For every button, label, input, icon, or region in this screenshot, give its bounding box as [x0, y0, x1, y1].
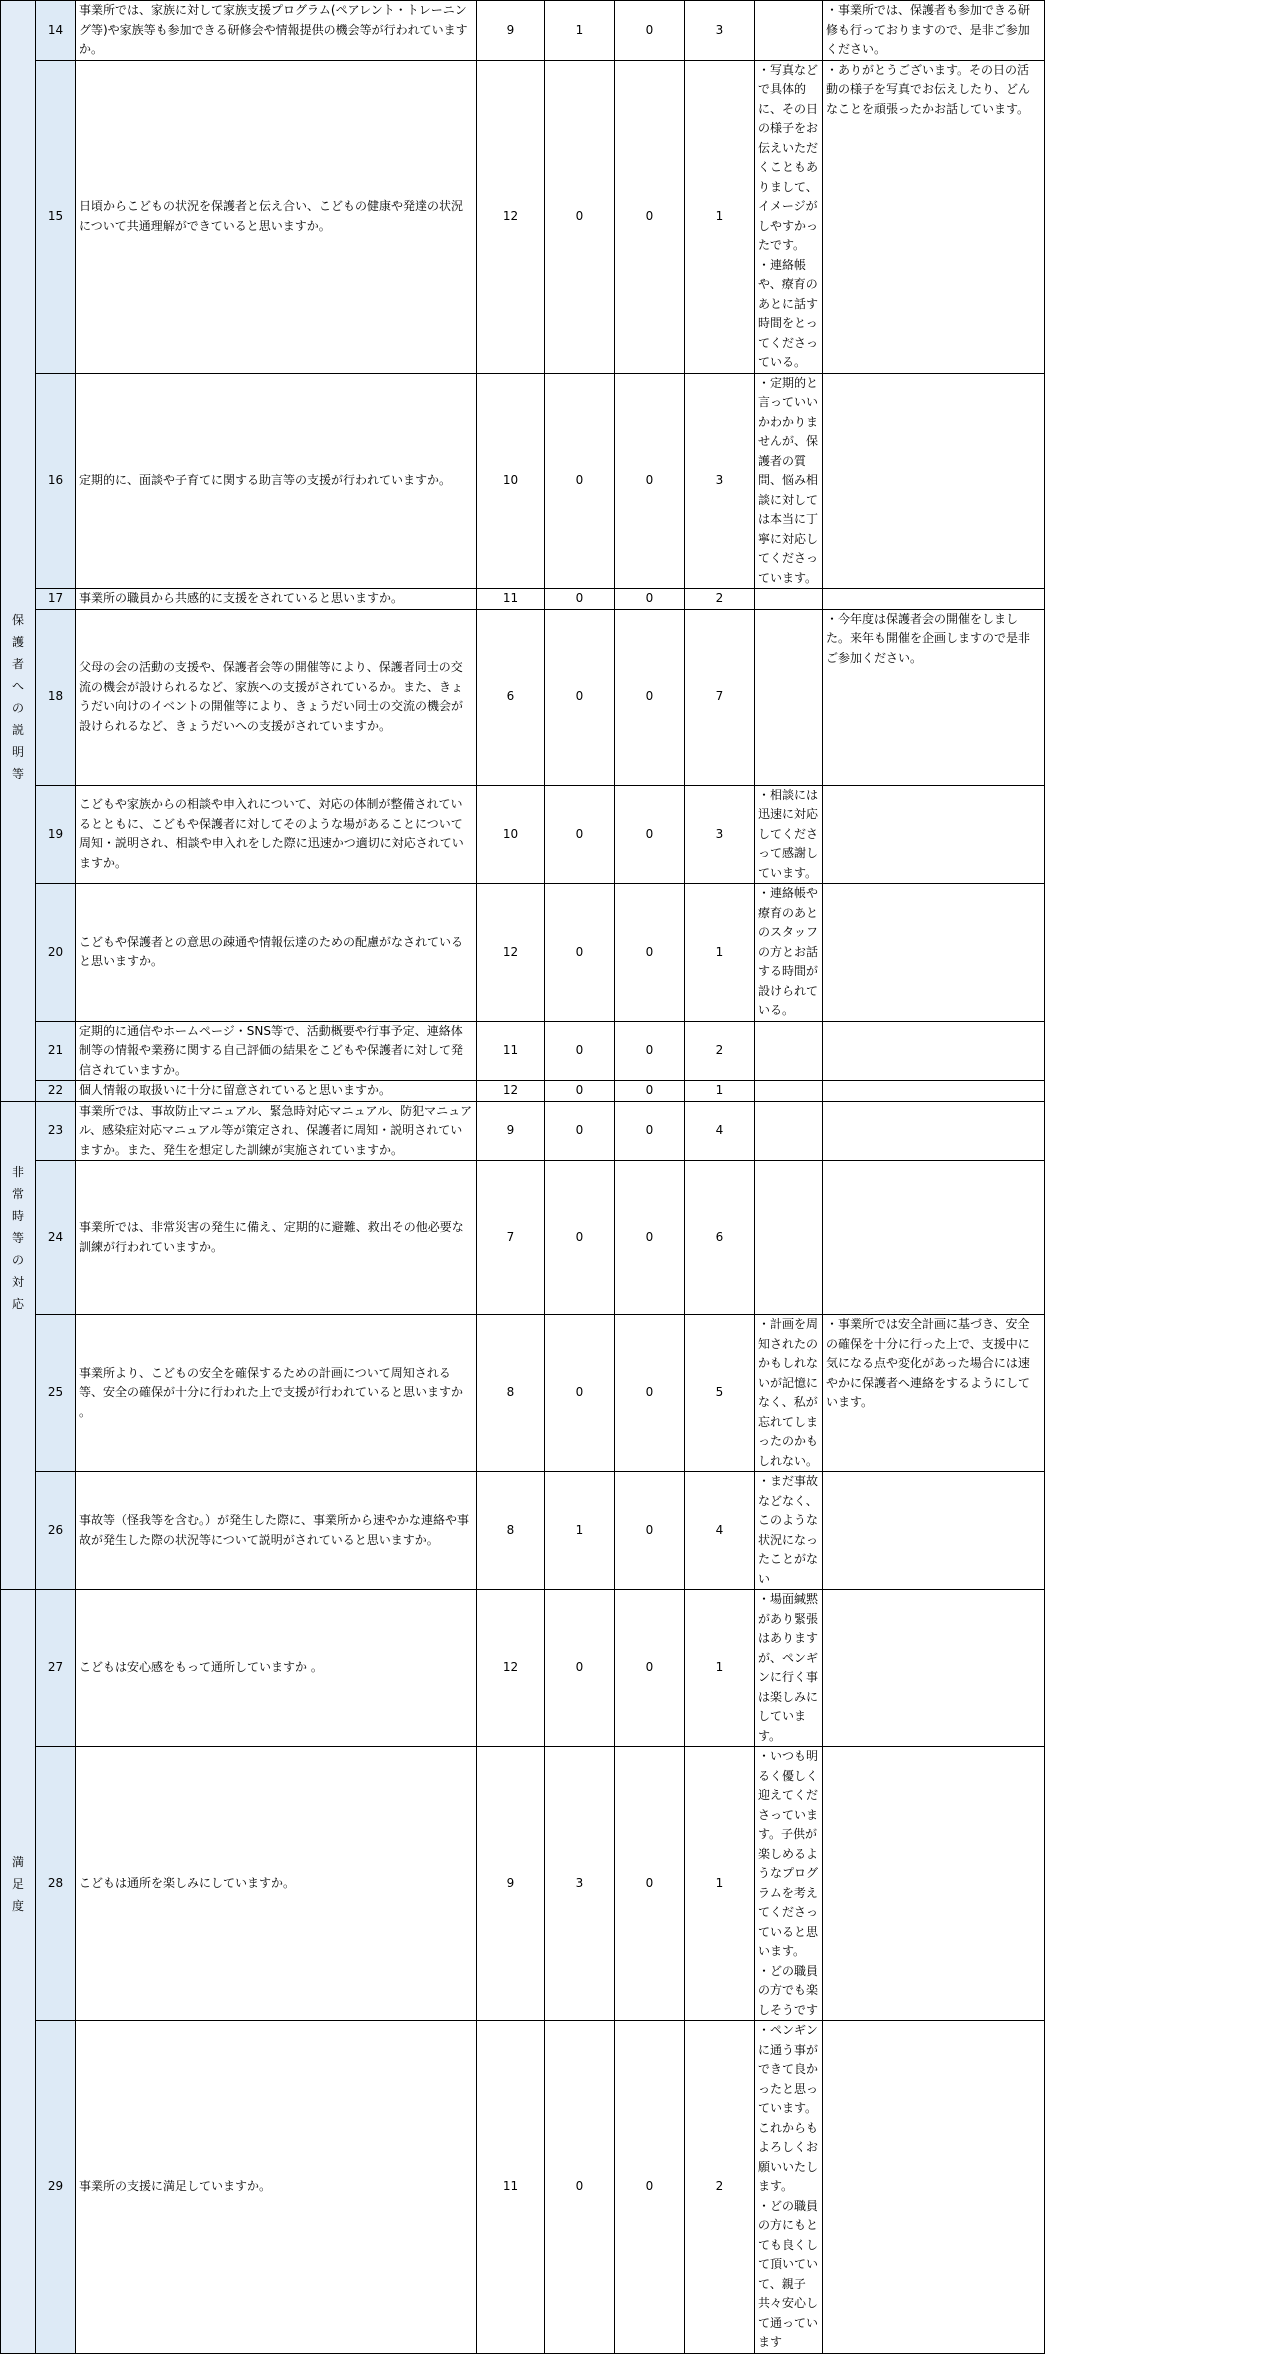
table-row	[1, 1590, 1271, 1747]
count-neutral: 0	[545, 373, 615, 589]
count-yes: 11	[477, 2021, 545, 2354]
count-no: 0	[615, 1315, 685, 1472]
count-unknown: 1	[685, 1747, 755, 2021]
count-unknown: 7	[685, 609, 755, 785]
parent-comment: ・写真などで具体的に、その日の様子をお伝えいただくこともありまして、イメージがしやすかったです。 ・連絡帳や、療育のあとに話す時間をとってくださっている。	[755, 60, 823, 373]
table-row	[1, 609, 1271, 785]
count-neutral: 0	[545, 1021, 615, 1081]
count-unknown: 4	[685, 1101, 755, 1161]
count-neutral: 0	[545, 884, 615, 1022]
parent-comment: ・定期的と言っていいかわかりませんが、保護者の質問、悩み相談に対しては本当に丁寧に対応してくださっています。	[755, 373, 823, 589]
parent-comment	[755, 609, 823, 785]
count-neutral: 0	[545, 2021, 615, 2354]
office-response	[823, 1747, 1045, 2021]
count-yes: 10	[477, 785, 545, 884]
count-no: 0	[615, 785, 685, 884]
count-neutral: 0	[545, 1161, 615, 1315]
count-unknown: 1	[685, 884, 755, 1022]
count-no: 0	[615, 373, 685, 589]
section-label-cell	[1, 609, 36, 785]
count-no: 0	[615, 1590, 685, 1747]
parent-comment: ・まだ事故などなく、このような状況になったことがない	[755, 1472, 823, 1590]
table-row	[1, 1315, 1271, 1472]
count-unknown: 3	[685, 1, 755, 61]
count-yes: 12	[477, 1590, 545, 1747]
office-response	[823, 1081, 1045, 1102]
count-neutral: 1	[545, 1, 615, 61]
item-number: 24	[36, 1161, 76, 1315]
section-label-cell	[1, 785, 36, 884]
count-yes: 12	[477, 60, 545, 373]
item-number: 21	[36, 1021, 76, 1081]
count-no: 0	[615, 1747, 685, 2021]
item-number: 22	[36, 1081, 76, 1102]
section-label-cell	[1, 1161, 36, 1315]
question-text: 日頃からこどもの状況を保護者と伝え合い、こどもの健康や発達の状況について共通理解ができていると思いますか。	[76, 60, 477, 373]
question-text: 事業所では、非常災害の発生に備え、定期的に避難、救出その他必要な訓練が行われていますか。	[76, 1161, 477, 1315]
section-label: 保 護 者 へ の 説 明 等	[11, 613, 24, 781]
section-label-cell	[1, 884, 36, 1022]
office-response: ・事業所では、保護者も参加できる研修も行っておりますので、是非ご参加ください。	[823, 1, 1045, 61]
parent-comment: ・相談には迅速に対応してくださって感謝しています。	[755, 785, 823, 884]
item-number: 25	[36, 1315, 76, 1472]
section-label-cell	[1, 1021, 36, 1081]
table-row	[1, 1747, 1271, 2021]
item-number: 19	[36, 785, 76, 884]
count-unknown: 5	[685, 1315, 755, 1472]
count-yes: 12	[477, 884, 545, 1022]
table-row	[1, 1101, 1271, 1161]
question-text: こどもは通所を楽しみにしていますか。	[76, 1747, 477, 2021]
section-label-cell	[1, 1081, 36, 1102]
count-no: 0	[615, 1, 685, 61]
count-no: 0	[615, 609, 685, 785]
item-number: 26	[36, 1472, 76, 1590]
table-row	[1, 373, 1271, 589]
section-label-cell	[1, 1747, 36, 2021]
section-label-cell	[1, 1472, 36, 1590]
parent-comment	[755, 589, 823, 610]
count-unknown: 6	[685, 1161, 755, 1315]
question-text: 事業所では、事故防止マニュアル、緊急時対応マニュアル、防犯マニュアル、感染症対応マニュアル等が策定され、保護者に周知・説明されていますか。また、発生を想定した訓練が実施されていますか。	[76, 1101, 477, 1161]
table-row	[1, 60, 1271, 373]
parent-comment: ・ペンギンに通う事ができて良かったと思っています。これからもよろしくお願いいたします。 ・どの職員の方にもとても良くして頂いていて、親子共々安心して通っています	[755, 2021, 823, 2354]
question-text: 定期的に通信やホームページ・SNS等で、活動概要や行事予定、連絡体制等の情報や業務に関する自己評価の結果をこどもや保護者に対して発信されていますか。	[76, 1021, 477, 1081]
office-response	[823, 373, 1045, 589]
count-no: 0	[615, 60, 685, 373]
count-unknown: 1	[685, 60, 755, 373]
parent-comment	[755, 1, 823, 61]
count-neutral: 0	[545, 1590, 615, 1747]
count-yes: 9	[477, 1747, 545, 2021]
count-unknown: 2	[685, 2021, 755, 2354]
question-text: 事業所の支援に満足していますか。	[76, 2021, 477, 2354]
section-label-cell	[1, 1315, 36, 1472]
count-yes: 8	[477, 1315, 545, 1472]
count-no: 0	[615, 1472, 685, 1590]
count-unknown: 3	[685, 785, 755, 884]
parent-comment: ・いつも明るく優しく迎えてくださっています。子供が楽しめるようなプログラムを考えてくださっていると思います。 ・どの職員の方でも楽しそうです	[755, 1747, 823, 2021]
count-neutral: 1	[545, 1472, 615, 1590]
question-text: 事故等（怪我等を含む。）が発生した際に、事業所から速やかな連絡や事故が発生した際の状況等について説明がされていると思いますか。	[76, 1472, 477, 1590]
office-response: ・ありがとうございます。その日の活動の様子を写真でお伝えしたり、どんなことを頑張ったかお話しています。	[823, 60, 1045, 373]
question-text: こどもや家族からの相談や申入れについて、対応の体制が整備されているとともに、こどもや保護者に対してそのような場があることについて周知・説明され、相談や申入れをした際に迅速かつ適切に対応されていますか。	[76, 785, 477, 884]
office-response	[823, 1021, 1045, 1081]
question-text: 事業所より、こどもの安全を確保するための計画について周知される等、安全の確保が十分に行われた上で支援が行われていると思いますか 。	[76, 1315, 477, 1472]
item-number: 18	[36, 609, 76, 785]
parent-comment: ・計画を周知されたのかもしれないが記憶になく、私が忘れてしまったのかもしれない。	[755, 1315, 823, 1472]
count-unknown: 4	[685, 1472, 755, 1590]
item-number: 27	[36, 1590, 76, 1747]
parent-comment	[755, 1081, 823, 1102]
count-yes: 11	[477, 1021, 545, 1081]
section-label-cell	[1, 373, 36, 589]
item-number: 28	[36, 1747, 76, 2021]
table-row	[1, 1472, 1271, 1590]
question-text: こどもや保護者との意思の疎通や情報伝達のための配慮がなされていると思いますか。	[76, 884, 477, 1022]
count-neutral: 0	[545, 1101, 615, 1161]
question-text: 事業所の職員から共感的に支援をされていると思いますか。	[76, 589, 477, 610]
parent-comment: ・場面緘黙があり緊張はありますが、ペンギンに行く事は楽しみにしています。	[755, 1590, 823, 1747]
count-yes: 6	[477, 609, 545, 785]
count-yes: 9	[477, 1101, 545, 1161]
count-no: 0	[615, 884, 685, 1022]
table-row	[1, 2021, 1271, 2354]
count-unknown: 2	[685, 589, 755, 610]
section-label: 満 足 度	[11, 1854, 24, 1913]
section-label-cell	[1, 1590, 36, 1747]
parent-comment	[755, 1101, 823, 1161]
count-yes: 8	[477, 1472, 545, 1590]
table-row	[1, 1021, 1271, 1081]
question-text: 個人情報の取扱いに十分に留意されていると思いますか。	[76, 1081, 477, 1102]
count-no: 0	[615, 1101, 685, 1161]
count-unknown: 1	[685, 1081, 755, 1102]
question-text: 定期的に、面談や子育てに関する助言等の支援が行われていますか。	[76, 373, 477, 589]
count-yes: 11	[477, 589, 545, 610]
parent-comment: ・連絡帳や療育のあとのスタッフの方とお話する時間が設けられている。	[755, 884, 823, 1022]
count-no: 0	[615, 1081, 685, 1102]
count-yes: 10	[477, 373, 545, 589]
parent-comment	[755, 1021, 823, 1081]
section-label-cell	[1, 1, 36, 61]
count-unknown: 2	[685, 1021, 755, 1081]
office-response	[823, 2021, 1045, 2354]
count-neutral: 0	[545, 1081, 615, 1102]
question-text: 父母の会の活動の支援や、保護者会等の開催等により、保護者同士の交流の機会が設けられるなど、家族への支援がされているか。また、きょうだい向けのイベントの開催等により、きょうだい同士の交流の機会が設けられるなど、きょうだいへの支援がされていますか。	[76, 609, 477, 785]
office-response	[823, 785, 1045, 884]
count-yes: 12	[477, 1081, 545, 1102]
table-row	[1, 1081, 1271, 1102]
count-neutral: 3	[545, 1747, 615, 2021]
section-label: 非 常 時 等 の 対 応	[11, 1164, 24, 1311]
count-neutral: 0	[545, 1315, 615, 1472]
count-yes: 9	[477, 1, 545, 61]
count-neutral: 0	[545, 609, 615, 785]
count-no: 0	[615, 1021, 685, 1081]
table-row	[1, 1161, 1271, 1315]
count-no: 0	[615, 589, 685, 610]
office-response	[823, 1101, 1045, 1161]
count-neutral: 0	[545, 60, 615, 373]
office-response: ・今年度は保護者会の開催をしました。来年も開催を企画しますので是非ご参加ください。	[823, 609, 1045, 785]
item-number: 14	[36, 1, 76, 61]
count-neutral: 0	[545, 589, 615, 610]
count-yes: 7	[477, 1161, 545, 1315]
item-number: 16	[36, 373, 76, 589]
section-label-cell	[1, 589, 36, 610]
parent-comment	[755, 1161, 823, 1315]
table-row	[1, 589, 1271, 610]
section-label-cell	[1, 60, 36, 373]
office-response	[823, 884, 1045, 1022]
question-text: 事業所では、家族に対して家族支援プログラム(ペアレント・トレーニング等)や家族等も参加できる研修会や情報提供の機会等が行われていますか。	[76, 1, 477, 61]
item-number: 17	[36, 589, 76, 610]
section-label-cell	[1, 2021, 36, 2354]
office-response	[823, 1161, 1045, 1315]
count-no: 0	[615, 2021, 685, 2354]
table-row	[1, 785, 1271, 884]
section-label-cell	[1, 1101, 36, 1161]
count-neutral: 0	[545, 785, 615, 884]
count-no: 0	[615, 1161, 685, 1315]
item-number: 29	[36, 2021, 76, 2354]
table-row	[1, 1, 1271, 61]
office-response	[823, 589, 1045, 610]
question-text: こどもは安心感をもって通所していますか 。	[76, 1590, 477, 1747]
item-number: 23	[36, 1101, 76, 1161]
office-response	[823, 1590, 1045, 1747]
item-number: 20	[36, 884, 76, 1022]
count-unknown: 3	[685, 373, 755, 589]
office-response	[823, 1472, 1045, 1590]
item-number: 15	[36, 60, 76, 373]
table-row	[1, 884, 1271, 1022]
office-response: ・事業所では安全計画に基づき、安全の確保を十分に行った上で、支援中に気になる点や変化があった場合には速やかに保護者へ連絡をするようにしています。	[823, 1315, 1045, 1472]
count-unknown: 1	[685, 1590, 755, 1747]
